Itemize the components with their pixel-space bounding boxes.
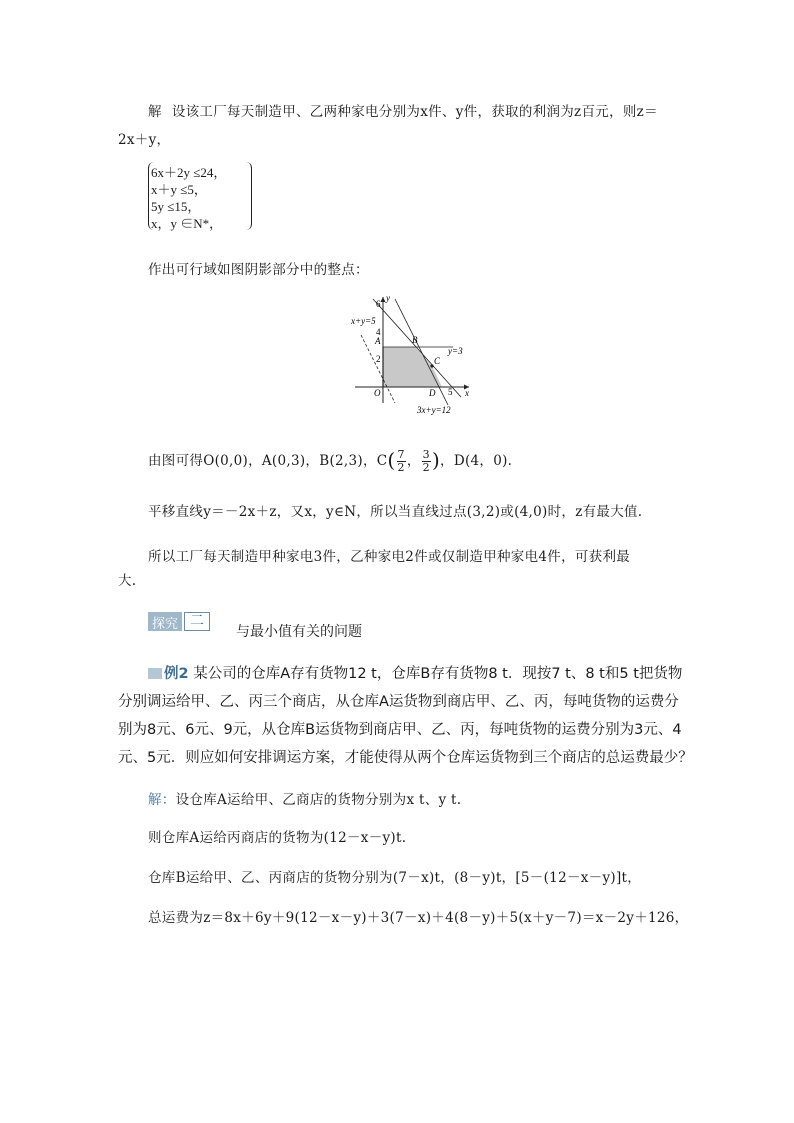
solution2-line-4: 总运费为z＝8x＋6y＋9(12－x－y)＋3(7－x)＋4(8－y)＋5(x＋y－7)＝x－2y＋126， xyxy=(148,910,689,926)
point-label-c: C xyxy=(434,356,441,366)
section-title: 与最小值有关的问题 xyxy=(236,624,362,640)
points-prefix: 由图可得O(0,0)，A(0,3)，B(2,3)，C xyxy=(148,453,388,469)
c-y-denominator: 2 xyxy=(422,461,430,474)
constraint-2: x＋y ≤5， xyxy=(151,182,207,197)
section-tag xyxy=(148,612,210,631)
solution-label: 解 xyxy=(148,104,162,120)
y-axis-label: y xyxy=(386,293,390,303)
example-text-1: 某公司的仓库A存有货物12 t，仓库B存有货物8 t．现按7 t、8 t和5 t把货物 xyxy=(193,666,683,682)
origin-label: O xyxy=(374,388,381,398)
example-line-3: 别为8元、6元、9元，从仓库B运货物到商店甲、乙、丙，每吨货物的运费分别为3元、4 xyxy=(118,722,682,738)
points-line: 由图可得O(0,0)，A(0,3)，B(2,3)，C( $\frac{7}{2}$ ， $\frac{3}{2}$ )，D(4，0). xyxy=(148,448,513,474)
c-y-numerator: 3 xyxy=(422,448,430,461)
line-label-3x-plus-y-12: 3x+y=12 xyxy=(417,405,451,415)
line-label-y3: y=3 xyxy=(448,346,463,356)
c-x-denominator: 2 xyxy=(397,461,405,474)
c-x-fraction xyxy=(397,449,406,474)
solution-line-1 xyxy=(148,100,658,120)
point-label-b: B xyxy=(412,335,418,345)
constraint-4: x，y ∈N*， xyxy=(151,216,223,231)
graph-intro: 作出可行域如图阴影部分中的整点： xyxy=(148,262,369,278)
constraint-system xyxy=(148,162,252,232)
tick-label-2: 2 xyxy=(376,354,381,364)
right-brace xyxy=(246,162,252,230)
conclusion-line-1: 所以工厂每天制造甲种家电3件，乙种家电2件或仅制造甲种家电4件，可获利最 xyxy=(148,549,631,565)
solution-text-1: 设该工厂每天制造甲、乙两种家电分别为x件、y件，获取的利润为z百元，则z＝ xyxy=(171,104,658,120)
example-icon xyxy=(148,668,162,679)
section-tag-number: 二 xyxy=(184,612,210,631)
feasible-region-figure xyxy=(343,293,483,418)
example-label: 例2 xyxy=(164,666,189,682)
line-label-x-plus-y-5: x+y=5 xyxy=(351,316,376,326)
solution2-label: 解： xyxy=(148,792,176,808)
constraint-3: 5y ≤15， xyxy=(151,199,201,214)
solution2-text-1: 设仓库A运给甲、乙商店的货物分别为x t、y t. xyxy=(175,792,462,808)
solution-line-2: 2x＋y， xyxy=(118,132,171,148)
points-suffix: ，D(4，0). xyxy=(440,453,513,469)
point-label-d: D xyxy=(429,388,436,398)
c-y-fraction xyxy=(422,449,431,474)
shift-line: 平移直线y＝－2x＋z，又x，y∈N，所以当直线过点(3,2)或(4,0)时，z有最大值. xyxy=(148,504,643,520)
solution2-line-3: 仓库B运给甲、乙、丙商店的货物分别为(7－x)t，(8－y)t，[5－(12－x－y)]t， xyxy=(148,870,642,886)
conclusion-line-2: 大. xyxy=(118,573,137,589)
tick-label-4: 4 xyxy=(376,327,381,337)
tick-label-5: 5 xyxy=(448,387,453,397)
solution2-line-2: 则仓库A运给丙商店的货物为(12－x－y)t. xyxy=(148,830,407,846)
y-axis-arrow xyxy=(381,297,386,302)
example-line-4: 元、5元．则应如何安排调运方案，才能使得从两个仓库运货物到三个商店的总运费最少？ xyxy=(118,750,693,766)
constraint-1: 6x＋2y ≤24， xyxy=(151,165,227,180)
section-tag-label: 探究 xyxy=(148,612,182,631)
example-line-2: 分别调运给甲、乙、丙三个商店，从仓库A运货物到商店甲、乙、丙，每吨货物的运费分 xyxy=(118,694,679,710)
point-label-a: A xyxy=(375,336,381,346)
x-axis-label: x xyxy=(465,388,469,398)
example-line-1 xyxy=(148,662,682,683)
solution2-line-1 xyxy=(148,788,461,808)
tick-label-6: 6 xyxy=(376,299,381,309)
c-x-numerator: 7 xyxy=(397,448,405,461)
